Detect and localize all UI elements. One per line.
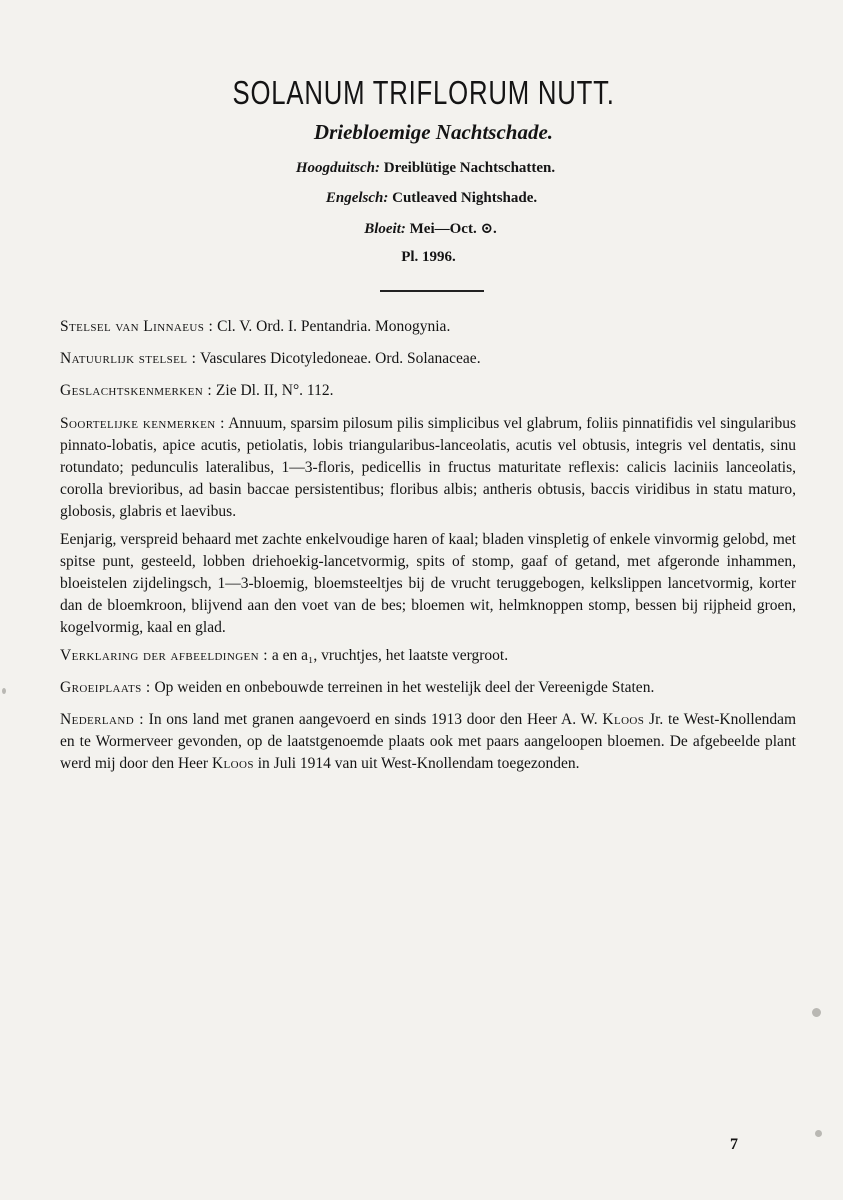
- species-label: Soortelijke kenmerken :: [60, 414, 225, 432]
- dutch-description: Eenjarig, verspreid behaard met zachte enkelvoudige haren of kaal; bladen vinspletig of enkele vinvormig gelobd, met spitse punt, gesteeld, lobben driehoekig-lancetvormig, spits of stomp, gaaf of getand, met afgeronde inhammen, bloeistelen zijdelingsch, 1—3-bloemig, bloemsteeltjes bij de vrucht teruggebogen, kelkslippen lancetvormig, korter dan de bloemkroon, blijvend aan den voet van de bes; bloemen wit, helmknoppen stomp, bessen bij rijpheid groen, kogelvormig, kaal en glad.: [60, 530, 796, 637]
- habitat-section: [60, 677, 796, 699]
- german-label: Hoogduitsch:: [295, 160, 381, 176]
- genus-label: Geslachtskenmerken :: [60, 382, 213, 400]
- linnaeus-text: Cl. V. Ord. I. Pentandria. Monogynia.: [217, 318, 451, 335]
- paper-speck: [2, 688, 6, 694]
- figures-label: Verklaring der afbeeldingen :: [60, 646, 268, 664]
- natural-system-section: [60, 348, 796, 370]
- genus-text: Zie Dl. II, N°. 112.: [215, 382, 334, 400]
- page-number: 7: [730, 1136, 738, 1153]
- bloom-value: Mei—Oct. ⊙.: [409, 221, 497, 237]
- netherlands-text-2: Jr. te West-Knollendam en te Wormerveer gevonden, op de laatstgenoemde plaats ook met paars aangeloopen bloemen. De afgebeelde plant werd mij door den Heer: [60, 711, 797, 773]
- german-name: Dreiblütige Nachtschatten.: [383, 160, 556, 176]
- page-title: SOLANUM TRIFLORUM NUTT.: [232, 74, 615, 111]
- paper-speck: [815, 1130, 822, 1137]
- figures-text: a en a₁, vruchtjes, het laatste vergroot.: [271, 646, 509, 664]
- english-label: Engelsch:: [325, 190, 389, 206]
- genus-section: [60, 380, 796, 402]
- dutch-common-name: Driebloemige Nachtschade.: [313, 120, 554, 144]
- english-name: Cutleaved Nightshade.: [392, 190, 538, 206]
- german-name-line: [0, 160, 843, 177]
- english-name-line: [0, 190, 843, 207]
- description-body: [60, 316, 796, 781]
- netherlands-section: [60, 709, 796, 776]
- netherlands-text-1: In ons land met granen aangevoerd en sinds 1913 door den Heer A. W.: [148, 711, 598, 729]
- habitat-label: Groeiplaats :: [60, 678, 151, 696]
- divider: [380, 290, 484, 292]
- netherlands-text-3: in Juli 1914 van uit West-Knollendam toegezonden.: [257, 755, 580, 773]
- habitat-text: Op weiden en onbebouwde terreinen in het westelijk deel der Vereenigde Staten.: [154, 678, 655, 696]
- linnaeus-section: [60, 316, 796, 338]
- netherlands-name-1: Kloos: [602, 711, 645, 729]
- species-section: [60, 413, 796, 524]
- linnaeus-label: Stelsel van Linnaeus :: [60, 318, 214, 335]
- netherlands-label: Nederland :: [60, 711, 144, 729]
- natural-system-text: Vasculares Dicotyledoneae. Ord. Solanaceae.: [199, 350, 481, 368]
- natural-system-label: Natuurlijk stelsel :: [60, 350, 197, 368]
- plate-number: Pl. 1996.: [401, 249, 456, 265]
- bloom-label: Bloeit:: [364, 221, 406, 237]
- figures-section: [60, 645, 796, 667]
- paper-speck: [812, 1008, 821, 1017]
- netherlands-name-2: Kloos: [211, 755, 254, 773]
- bloom-line: [0, 219, 843, 238]
- species-text: Annuum, sparsim pilosum pilis simplicibus vel glabrum, foliis pinnatifidis vel singularibus pinnato-lobatis, apice acutis, petiolatis, lobis triangularibus-lanceolatis, acutis vel obtusis, integris vel dentatis, sinu rotundato; pedunculis lateralibus, 1—3-floris, pedicellis in fructus maturitate reflexis: calicis laciniis lanceolatis, corolla brevioribus, ad basin baccae persistentibus; floribus albis; antheris obtusis, baccis viridibus in statu maturo, globosis, glabris et laevibus.: [60, 414, 796, 521]
